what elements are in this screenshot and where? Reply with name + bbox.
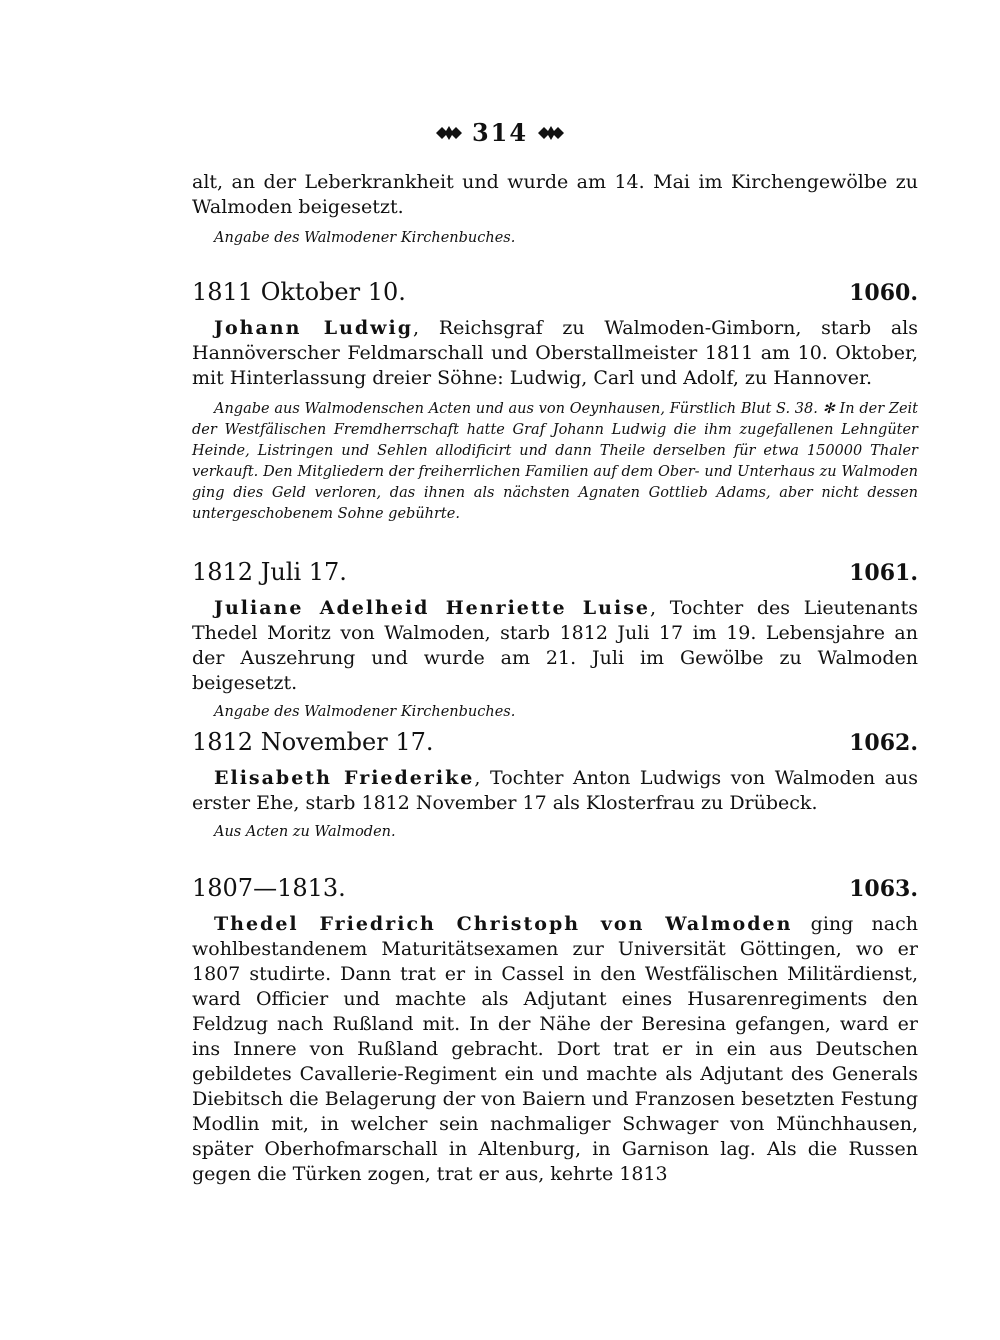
entry-source: Angabe aus Walmodenschen Acten und aus von Oeynhausen, Fürstlich Blut S. 38. ✻ In der Zeit der Westfälischen Fremdherrschaft hatte Graf Johann Ludwig die ihm zugefallenen Lehngüter Heinde, Listringen und Sehlen allodificirt und dann Theile derselben für etwa 150000 Thaler verkauft. Den Mitgliedern der freiherrlichen Familien auf dem Ober- und Unterhaus zu Walmoden ging dies Geld verloren, das ihnen als nächsten Agnaten Gottlieb Adams, aber nicht dessen untergeschobenem Sohne gebührte. [192,401,918,522]
entry-date: 1812 November 17. [192,728,434,756]
page-header [0,118,1000,147]
page-number: 314 [471,118,529,147]
entry-body [192,766,918,843]
entry-number: 1061. [849,560,918,586]
entry-date: 1807—1813. [192,874,346,902]
entry-number: 1062. [849,730,918,756]
entry-person-name: Juliane Adelheid Henriette Luise [214,597,650,619]
entry-number: 1060. [849,280,918,306]
entry-person-name: Elisabeth Friederike [214,767,475,789]
entry-heading [192,558,918,586]
entry-text-rest: , Tochter des Lieutenants Thedel Moritz von Walmoden, starb 1812 Juli 17 im 19. Lebensjahre an der Auszehrung und wurde am 21. Juli im Gewölbe zu Walmoden beigesetzt. [192,597,918,694]
entry-text-rest: ging nach wohlbestandenem Maturitätsexamen zur Universität Göttingen, wo er 1807 studirte. Dann trat er in Cassel in den Westfälischen Militärdienst, ward Officier und machte als Adjutant eines Husarenregiments den Feldzug nach Rußland mit. In der Nähe der Beresina gefangen, ward er ins Innere von Rußland gebracht. Dort trat er in ein aus Deutschen gebildetes Cavallerie-Regiment ein und machte als Adjutant des Generals Diebitsch die Belagerung der von Baiern und Franzosen besetzten Festung Modlin mit, in welcher sein nachmaliger Schwager von Münchhausen, später Oberhofmarschall in Altenburg, in Garnison lag. Als die Russen gegen die Türken zogen, trat er aus, kehrte 1813 [192,913,918,1185]
entry-source: Aus Acten zu Walmoden. [214,824,396,840]
entry-date: 1812 Juli 17. [192,558,347,586]
entry-text [192,912,918,1187]
entry-person-name: Thedel Friedrich Christoph von Walmoden [214,913,793,935]
continuation-block [192,170,918,249]
entry-person-name: Johann Ludwig [214,317,414,339]
entry-heading [192,874,918,902]
entry-body [192,596,918,723]
entry-date: 1811 Oktober 10. [192,278,406,306]
entry-body [192,316,918,525]
entry-heading [192,278,918,306]
entry-text [192,766,918,816]
entry-heading [192,728,918,756]
entry-text [192,316,918,391]
ornament-icon [434,123,464,143]
entry-source: Angabe des Walmodener Kirchenbuches. [214,704,516,720]
entry-text [192,596,918,696]
entry-body [192,912,918,1187]
entry-text-rest: , Tochter Anton Ludwigs von Walmoden aus erster Ehe, starb 1812 November 17 als Klosterfrau zu Drübeck. [192,767,918,814]
entry-text-rest: , Reichsgraf zu Walmoden-Gimborn, starb als Hannöverscher Feldmarschall und Oberstallmeister 1811 am 10. Oktober, mit Hinterlassung dreier Söhne: Ludwig, Carl und Adolf, zu Hannover. [192,317,918,389]
continuation-source: Angabe des Walmodener Kirchenbuches. [214,230,516,246]
entry-number: 1063. [849,876,918,902]
ornament-icon [536,123,566,143]
continuation-text: alt, an der Leberkrankheit und wurde am 14. Mai im Kirchengewölbe zu Walmoden beigesetzt. [192,171,918,218]
